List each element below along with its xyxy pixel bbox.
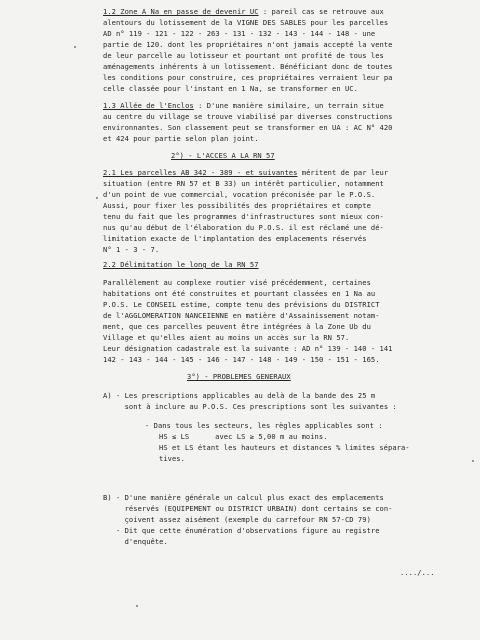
text-line: tenu du fait que les programmes d'infrastructures sont mieux con- xyxy=(103,212,384,221)
text-line: partie de 120. dont les propriétaires n'ont jamais accepté la vente xyxy=(103,40,393,49)
text-line: B) - D'une manière générale un calcul plus exact des emplacements xyxy=(103,493,384,502)
text-line: Village et qu'elles aient au moins un accès sur la RN 57. xyxy=(103,333,350,342)
text-line: HS et LS étant les hauteurs et distances % limites sépara- xyxy=(159,443,410,452)
text-line: limitation exacte de l'implantation des emplacements réservés xyxy=(103,234,367,243)
section-3-title: 3°) - PROBLEMES GENERAUX xyxy=(187,372,291,381)
text-line: au centre du village se trouve viabilisé par diverses constructions xyxy=(103,112,393,121)
scan-speck xyxy=(472,460,474,462)
text-line: de leur parcelle au lotisseur et pourtant ont profité de tous les xyxy=(103,51,384,60)
section-2-2-heading: 2.2 Délimitation le long de la RN 57 xyxy=(103,260,259,269)
text-line: habitations ont été construites et pourtant classées en 1 Na au xyxy=(103,289,376,298)
text-line: alentours du lotissement de la VIGNE DES SABLES pour les parcelles xyxy=(103,18,389,27)
scan-speck xyxy=(74,46,76,48)
text-line: Leur désignation cadastrale est la suivante : AD n° 139 - 140 - 141 xyxy=(103,344,393,353)
section-2-1-heading: 2.1 Les parcelles AB 342 - 389 - et suivantes xyxy=(103,168,298,177)
text-line: : pareil cas se retrouve aux xyxy=(258,7,384,16)
text-line: 142 - 143 - 144 - 145 - 146 - 147 - 148 - 149 - 150 - 151 - 165. xyxy=(103,355,380,364)
formula-line: HS ≤ LS avec LS ≥ 5,00 m au moins. xyxy=(159,432,328,441)
section-1-3-line xyxy=(103,101,384,111)
section-2-title: 2°) - L'ACCES A LA RN 57 xyxy=(171,151,275,160)
text-line: de l'AGGLOMERATION NANCEIENNE en matière d'Assainissement notam- xyxy=(103,311,380,320)
section-1-2-line xyxy=(103,7,384,17)
text-line: réservés (EQUIPEMENT ou DISTRICT URBAIN) dont certains se con- xyxy=(103,504,393,513)
section-2-1-line xyxy=(103,168,388,178)
text-line: les conditions pour construire, ces propriétaires verraient leur pa xyxy=(103,73,393,82)
text-line: nus qu'au début de l'élaboration du P.O.S. il est réclamé une dé- xyxy=(103,223,384,232)
continuation-marker: ..../... xyxy=(400,568,435,577)
text-line: Parallèlement au complexe routier visé précédemment, certaines xyxy=(103,278,371,287)
text-line: N° 1 - 3 - 7. xyxy=(103,245,160,254)
section-1-3-heading: 1.3 Allée de l'Enclos xyxy=(103,101,194,110)
text-line: - Dit que cette énumération d'observations figure au registre xyxy=(103,526,380,535)
text-line: d'enquête. xyxy=(103,537,168,546)
scan-speck xyxy=(136,605,138,607)
text-line: aménagements inhérents à un lotissement. Bénéficiant donc de toutes xyxy=(103,62,393,71)
text-line: : D'une manière similaire, un terrain situe xyxy=(193,101,384,110)
text-line: d'un point de vue commercial, vocation préconisée par le P.O.S. xyxy=(103,190,376,199)
text-line: P.O.S. Le CONSEIL estime, compte tenu des prévisions du DISTRICT xyxy=(103,300,380,309)
text-line: situation (entre RN 57 et B 33) un intérêt particulier, notamment xyxy=(103,179,384,188)
text-line: celle classée pour l'instant en 1 Na, se transformer en UC. xyxy=(103,84,358,93)
text-line: çoivent assez aisément (exemple du carrefour RN 57-CD 79) xyxy=(103,515,371,524)
text-line: méritent de par leur xyxy=(297,168,389,177)
section-1-2-heading: 1.2 Zone A Na en passe de devenir UC xyxy=(103,7,259,16)
text-line: ment, que ces parcelles peuvent être intégrées à la Zone Ub du xyxy=(103,322,371,331)
text-line: environnantes. Son classement peut se transformer en UA : AC N° 420 xyxy=(103,123,393,132)
scan-speck xyxy=(96,197,98,199)
text-line: et 424 pour partie selon plan joint. xyxy=(103,134,259,143)
text-line: tives. xyxy=(159,454,185,463)
text-line: - Dans tous les secteurs, les règles applicables sont : xyxy=(145,421,383,430)
text-line: AD n° 119 - 121 - 122 - 263 - 131 - 132 - 143 - 144 - 148 - une xyxy=(103,29,376,38)
text-line: Aussi, pour fixer les possibilités des propriétaires et compte xyxy=(103,201,371,210)
text-line: A) - Les prescriptions applicables au delà de la bande des 25 m xyxy=(103,391,376,400)
text-line: sont à inclure au P.O.S. Ces prescriptions sont les suivantes : xyxy=(103,402,397,411)
